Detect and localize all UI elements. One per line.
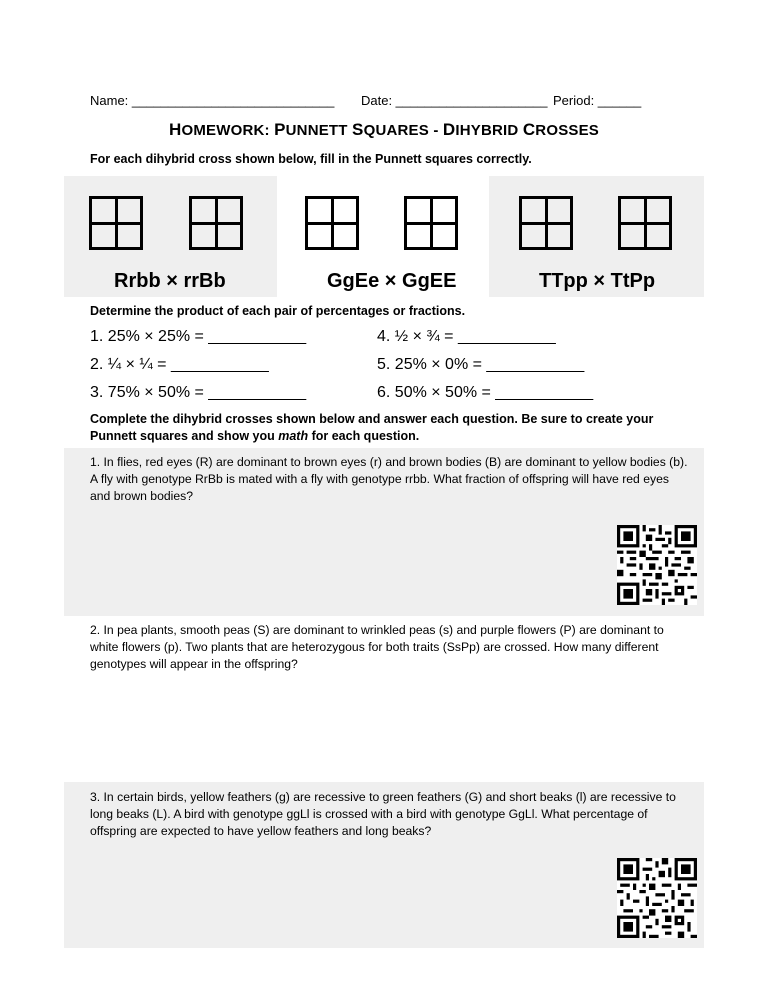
cross-panel-2 <box>277 176 489 297</box>
date-field-label: Date: _____________________ <box>361 93 548 108</box>
name-field-label: Name: ____________________________ <box>90 93 335 108</box>
punnett-square <box>89 196 143 250</box>
cross-panel-3 <box>489 176 704 297</box>
page-title: HOMEWORK: PUNNETT SQUARES - DIHYBRID CROSSES <box>168 120 600 139</box>
punnett-square <box>404 196 458 250</box>
problem-1: 1. 25% × 25% = ___________ <box>90 328 307 345</box>
problem-4: 4. ½ × ¾ = ___________ <box>377 328 556 345</box>
question-3: 3. In certain birds, yellow feathers (g) are recessive to green feathers (G) and short beaks (l) are recessive to long beaks (L). A bird with genotype ggLl is crossed with a bird with genotype GgLl. What percentage of offspring are expected to have yellow feathers and long beaks? <box>90 790 676 838</box>
punnett-square <box>618 196 672 250</box>
punnett-square <box>519 196 573 250</box>
cross-label: Rrbb × rrBb <box>114 270 226 292</box>
punnett-square <box>189 196 243 250</box>
question-2: 2. In pea plants, smooth peas (S) are dominant to wrinkled peas (s) and purple flowers (P) are dominant to white flowers (p). Two plants that are heterozygous for both traits (SsPp) are crossed. How many different genotypes will appear in the offspring? <box>90 623 664 671</box>
punnett-square <box>305 196 359 250</box>
problem-3: 3. 75% × 50% = ___________ <box>90 384 307 401</box>
problem-2: 2. ¼ × ¼ = ___________ <box>90 356 269 373</box>
period-field-label: Period: ______ <box>553 93 642 108</box>
problem-5: 5. 25% × 0% = ___________ <box>377 356 585 373</box>
problem-6: 6. 50% × 50% = ___________ <box>377 384 594 401</box>
section2-instruction: Determine the product of each pair of percentages or fractions. <box>90 304 466 318</box>
cross-label: TTpp × TtPp <box>539 270 656 292</box>
cross-label: GgEe × GgEE <box>327 270 457 292</box>
cross-panel-1 <box>64 176 277 297</box>
question-1: 1. In flies, red eyes (R) are dominant to brown eyes (r) and brown bodies (B) are dominant to yellow bodies (b). A fly with genotype RrBb is mated with a fly with genotype rrbb. What fraction of offspring will have red eyes and brown bodies? <box>90 455 688 503</box>
qr-code-icon <box>617 858 697 938</box>
section1-instruction: For each dihybrid cross shown below, fill in the Punnett squares correctly. <box>90 152 532 166</box>
qr-code-icon <box>617 525 697 605</box>
section3-instruction: Complete the dihybrid crosses shown below and answer each question. Be sure to create your Punnett squares and show you math for each question. <box>90 412 654 443</box>
